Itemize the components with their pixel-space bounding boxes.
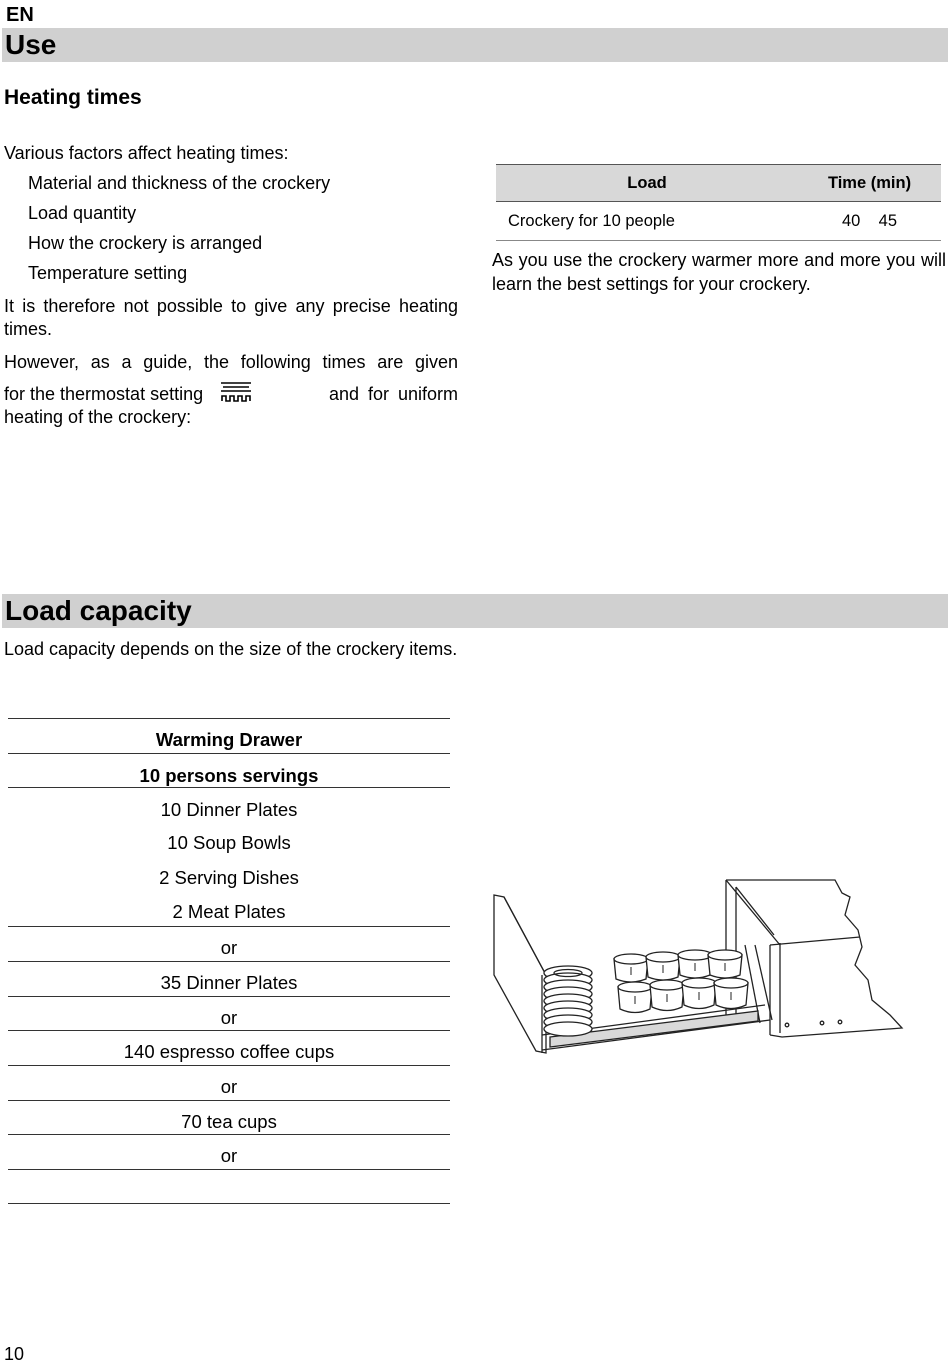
language-label: EN	[6, 4, 34, 26]
section-title-load-capacity: Load capacity	[2, 594, 948, 628]
table-row: or	[8, 996, 450, 1031]
paragraph-no-precise-times: It is therefore not possible to give any precise heating times.	[4, 296, 458, 339]
factor-item: Load quantity	[28, 203, 137, 223]
thermostat-icon	[219, 380, 253, 406]
table-row: 2 Meat Plates	[172, 901, 286, 923]
table-row: or	[8, 1065, 450, 1100]
table-subheader-servings: 10 persons servings	[8, 753, 450, 788]
intro-text: Various factors affect heating times:	[4, 143, 289, 163]
paragraph-guide-line1: However, as a guide, the following times are given	[4, 352, 458, 372]
usage-note: As you use the crockery warmer more and more you will learn the best settings for your crockery.	[492, 250, 946, 294]
column-header-load: Load	[496, 165, 798, 202]
paragraph-guide-line2	[4, 380, 458, 406]
heating-times-text	[4, 142, 458, 429]
table-row: or	[8, 1134, 450, 1169]
table-row: 10 Soup Bowls	[167, 832, 291, 854]
factor-item: Temperature setting	[28, 263, 188, 283]
table-row: 2 Serving Dishes	[159, 866, 299, 888]
table-row: 35 Dinner Plates	[8, 961, 450, 996]
factor-item: Material and thickness of the crockery	[28, 173, 331, 193]
cell-load: Crockery for 10 people	[496, 202, 798, 241]
load-capacity-table	[8, 718, 450, 1204]
table-row: or	[8, 926, 450, 961]
load-capacity-intro: Load capacity depends on the size of the crockery items.	[4, 639, 458, 659]
factor-item: How the crockery is arranged	[28, 233, 263, 253]
cell-time: 40 45	[798, 202, 941, 241]
table-row: 70 tea cups	[8, 1100, 450, 1135]
section-title-use: Use	[2, 28, 948, 62]
table-header-row	[496, 165, 941, 202]
warming-drawer-illustration	[490, 875, 920, 1060]
table-row: 10 Dinner Plates	[8, 787, 450, 822]
heading-heating-times: Heating times	[4, 86, 142, 109]
column-header-time: Time (min)	[798, 165, 941, 202]
table-row	[496, 202, 941, 241]
heating-times-table	[496, 164, 941, 241]
table-header-warming-drawer: Warming Drawer	[8, 718, 450, 753]
guide-text-post-icon: and for uniform	[328, 384, 458, 404]
table-row: 140 espresso coffee cups	[8, 1030, 450, 1065]
guide-text-pre-icon: for the thermostat setting	[4, 384, 204, 404]
page-number: 10	[4, 1344, 25, 1364]
table-row	[8, 1169, 450, 1204]
paragraph-guide-line3: heating of the crockery:	[4, 407, 192, 427]
